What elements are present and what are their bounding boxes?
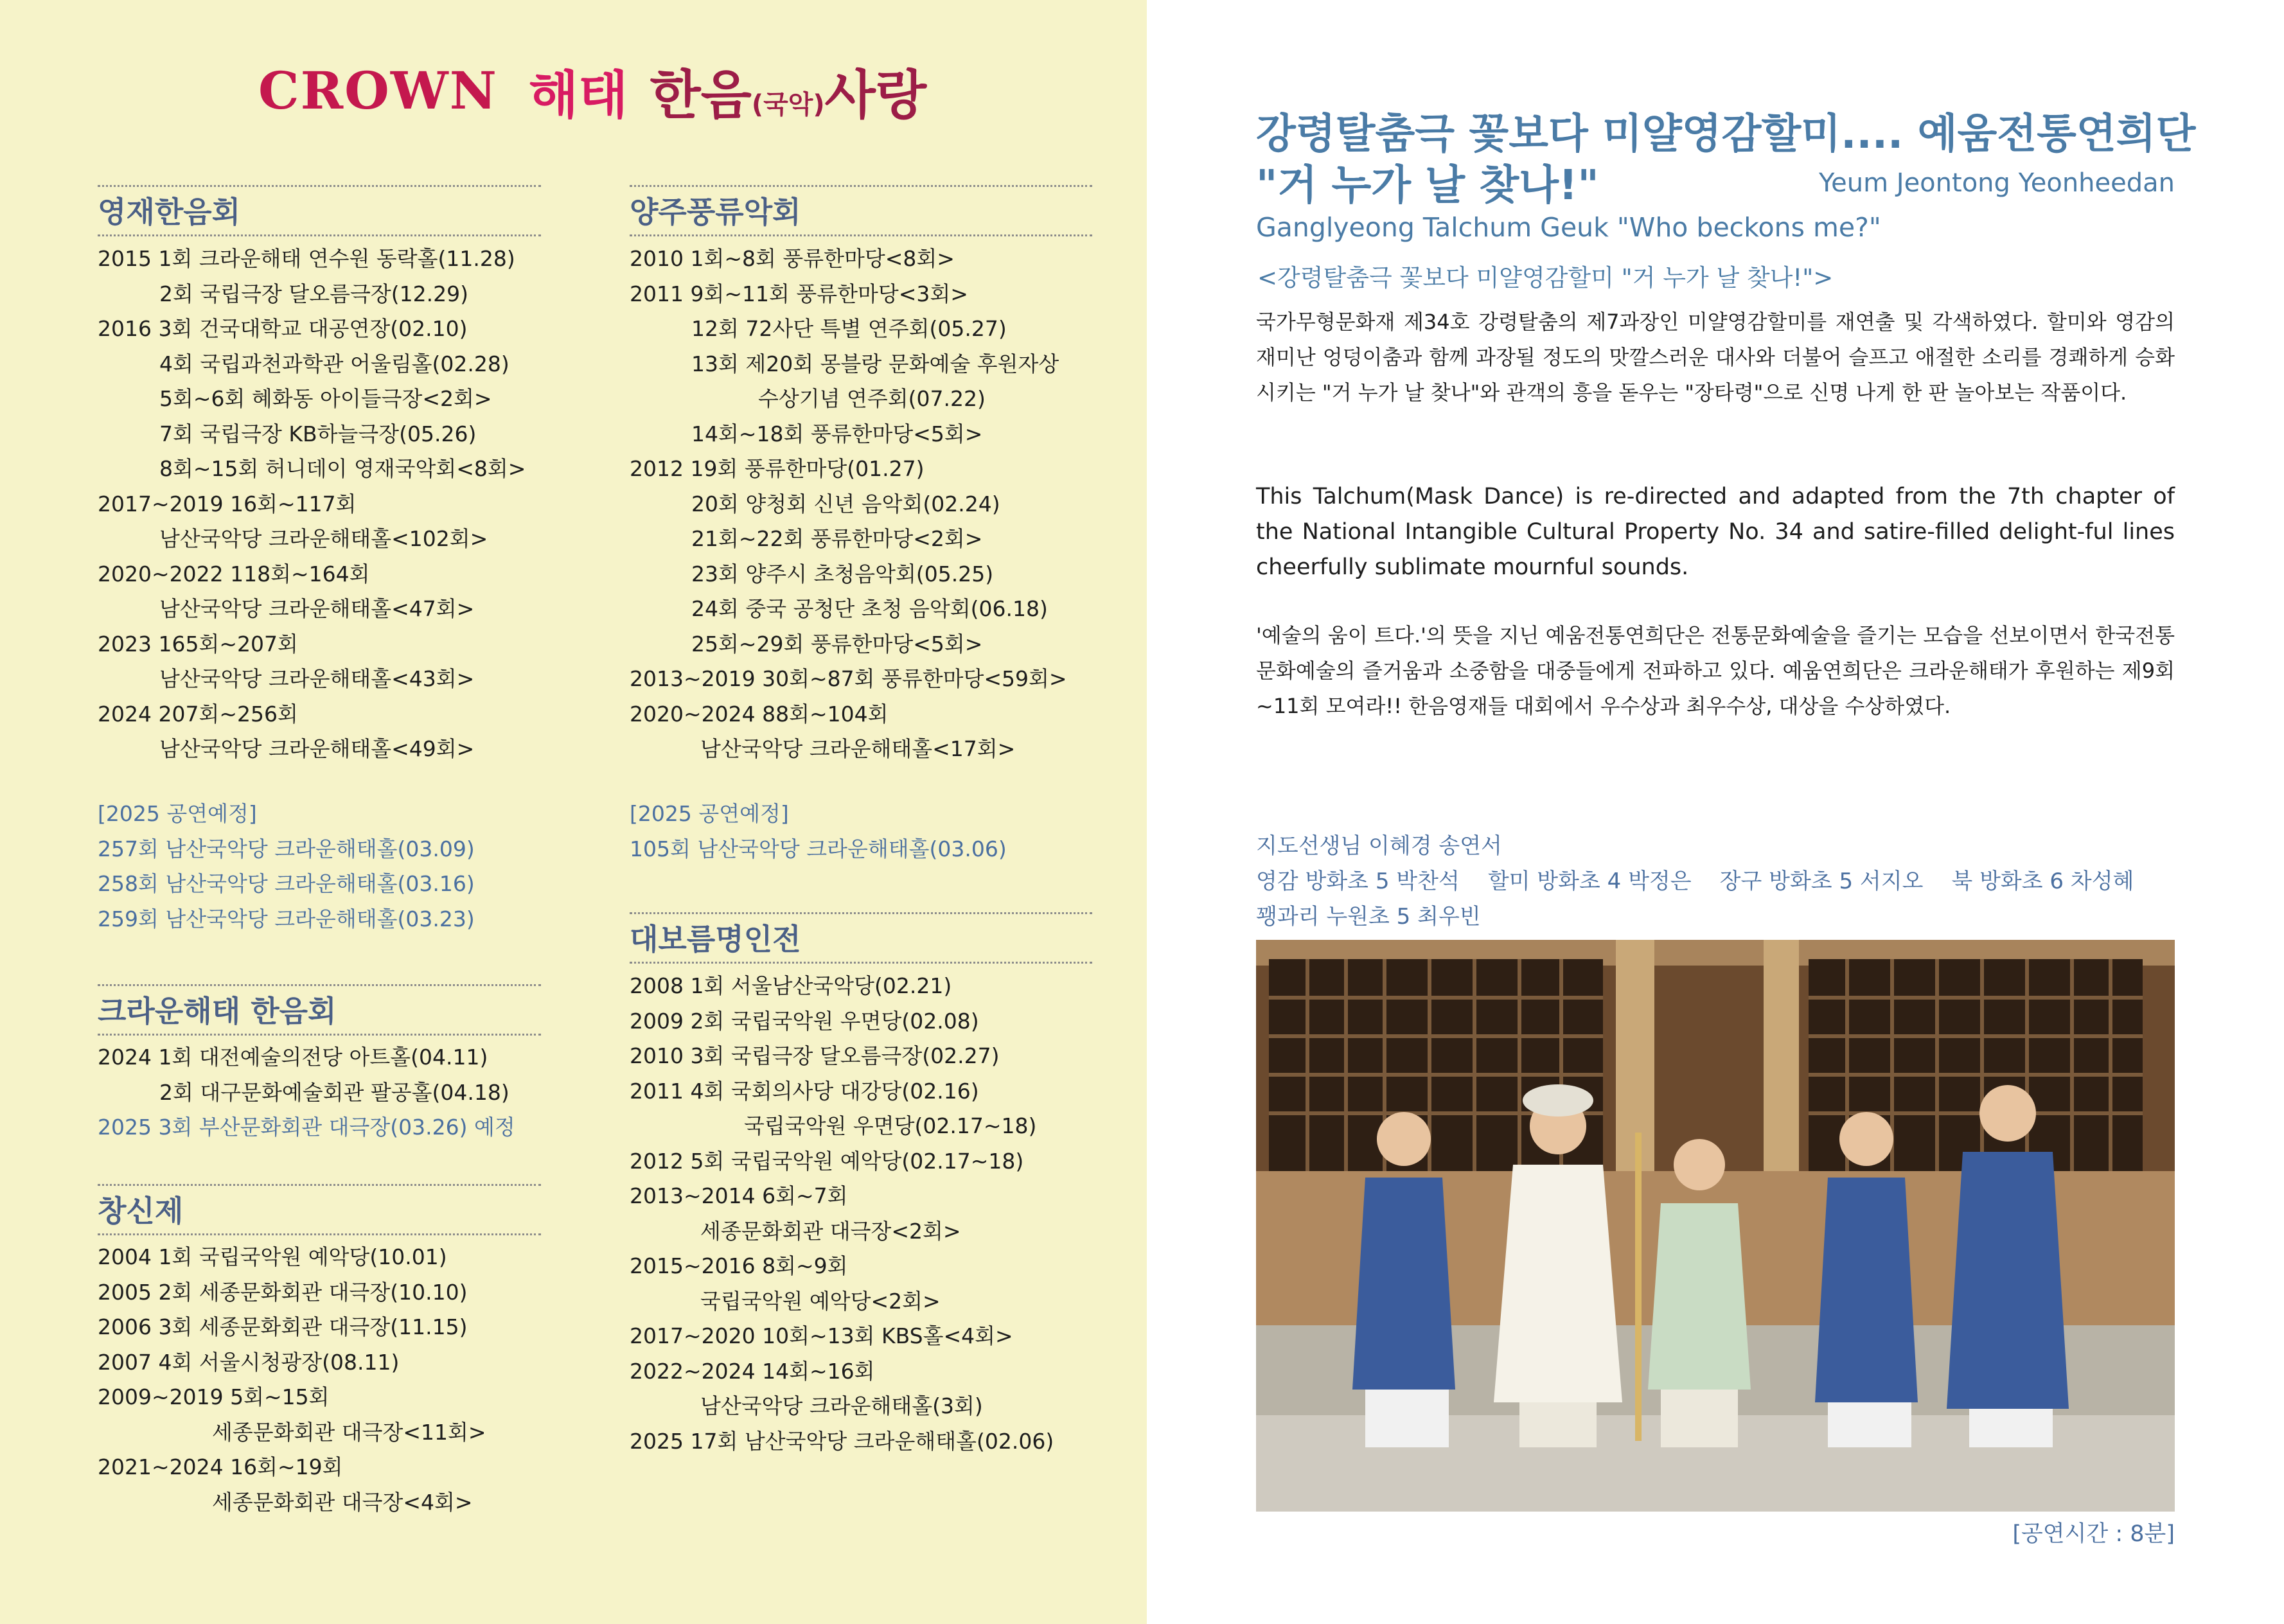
section-title-daeboreum: 대보름명인전 bbox=[630, 912, 1092, 964]
yeongjae-history-list bbox=[98, 242, 541, 767]
list-item: 14회~18회 풍류한마당<5회> bbox=[691, 421, 983, 446]
list-item: 2009~2019 5회~15회 bbox=[98, 1384, 330, 1409]
list-item: 2020~2024 88회~104회 bbox=[630, 701, 889, 727]
list-item: 2010 3회 국립극장 달오름극장(02.27) bbox=[630, 1043, 1000, 1068]
credit-item: 할미 방화초 4 박정은 bbox=[1487, 869, 1692, 894]
credits-performers bbox=[1256, 864, 2175, 899]
list-item: 12회 72사단 특별 연주회(05.27) bbox=[691, 316, 1007, 341]
list-item: 105회 남산국악당 크라운해태홀(03.06) bbox=[630, 836, 1007, 861]
plan-heading: [2025 공연예정] bbox=[630, 801, 789, 826]
list-item: 2011 4회 국회의사당 대강당(02.16) bbox=[630, 1078, 979, 1104]
list-item: 2015~2016 8회~9회 bbox=[630, 1253, 848, 1278]
section-title-crown-haneum: 크라운해태 한음회 bbox=[98, 984, 541, 1036]
list-item: 4회 국립과천과학관 어울림홀(02.28) bbox=[159, 351, 509, 376]
list-item: 2007 4회 서울시청광장(08.11) bbox=[98, 1349, 400, 1375]
logo-title-small: (국악) bbox=[751, 89, 825, 119]
list-item: 20회 양청회 신년 음악회(02.24) bbox=[691, 491, 1000, 516]
list-item: 2회 대구문화예술회관 팔공홀(04.18) bbox=[159, 1079, 509, 1105]
credit-item: 영감 방화초 5 박찬석 bbox=[1256, 869, 1460, 894]
list-item: 남산국악당 크라운해태홀<102회> bbox=[159, 526, 488, 551]
list-item: 21회~22회 풍류한마당<2회> bbox=[691, 526, 983, 551]
list-item: 수상기념 연주회(07.22) bbox=[758, 386, 986, 411]
credit-item: 장구 방화초 5 서지오 bbox=[1719, 869, 1924, 894]
list-item: 2016 3회 건국대학교 대공연장(02.10) bbox=[98, 316, 468, 341]
list-item: 259회 남산국악당 크라운해태홀(03.23) bbox=[98, 906, 475, 931]
performers-photo bbox=[1256, 940, 2175, 1512]
logo-haetae: 해태 bbox=[528, 65, 628, 125]
list-item: 2010 1회~8회 풍류한마당<8회> bbox=[630, 246, 955, 271]
changsinje-list bbox=[98, 1240, 541, 1520]
crown-haneum-list bbox=[98, 1040, 541, 1145]
list-item: 2008 1회 서울남산국악당(02.21) bbox=[630, 973, 952, 998]
logo-title-a: 한음 bbox=[650, 64, 752, 126]
list-item: 258회 남산국악당 크라운해태홀(03.16) bbox=[98, 871, 475, 896]
list-item: 2006 3회 세종문화회관 대극장(11.15) bbox=[98, 1314, 468, 1339]
credit-item: 북 방화초 6 차성혜 bbox=[1951, 869, 2134, 894]
list-item: 남산국악당 크라운해태홀<43회> bbox=[159, 666, 475, 691]
logo-title-b: 사랑 bbox=[824, 64, 927, 126]
list-item: 2005 2회 세종문화회관 대극장(10.10) bbox=[98, 1279, 468, 1305]
section-title-changsinje: 창신제 bbox=[98, 1184, 541, 1235]
list-item: 2012 5회 국립국악원 예악당(02.17~18) bbox=[630, 1148, 1024, 1174]
list-item: 7회 국립극장 KB하늘극장(05.26) bbox=[159, 421, 477, 446]
plan-heading: [2025 공연예정] bbox=[98, 801, 257, 826]
list-item: 2004 1회 국립국악원 예악당(10.01) bbox=[98, 1244, 447, 1269]
description-kr: 국가무형문화재 제34호 강령탈춤의 제7과장인 미얄영감할미를 재연출 및 각색하였다. 할미와 영감의 재미난 엉덩이춤과 함께 과장될 정도의 맛깔스러운 대사와 더불어 슬프고 애절한 소리를 경쾌하게 승화시키는 "거 누가 날 찾나"와 관객의 흥을 돋우는 "장타령"으로 신명 나게 한 판 놀아보는 작품이다. bbox=[1256, 310, 2175, 405]
crown-haetae-logo bbox=[258, 55, 926, 126]
yangju-history-list bbox=[630, 242, 1092, 767]
list-item: 2013~2014 6회~7회 bbox=[630, 1183, 848, 1208]
list-item: 남산국악당 크라운해태홀(3회) bbox=[700, 1393, 983, 1418]
yangju-plan-list bbox=[630, 797, 1092, 867]
section-title-yeongjae: 영재한음회 bbox=[98, 185, 541, 236]
list-item: 남산국악당 크라운해태홀<17회> bbox=[700, 736, 1016, 761]
list-item: 2017~2019 16회~117회 bbox=[98, 491, 357, 516]
list-item: 2021~2024 16회~19회 bbox=[98, 1454, 343, 1479]
list-item: 국립국악원 예악당<2회> bbox=[700, 1288, 941, 1314]
yeongjae-plan-list bbox=[98, 797, 541, 937]
list-item: 2022~2024 14회~16회 bbox=[630, 1358, 875, 1384]
list-item: 8회~15회 허니데이 영재국악회<8회> bbox=[159, 456, 526, 481]
logo-hanum-sarang bbox=[650, 53, 926, 128]
list-item: 2011 9회~11회 풍류한마당<3회> bbox=[630, 281, 968, 306]
list-item: 2012 19회 풍류한마당(01.27) bbox=[630, 456, 925, 481]
list-item: 세종문화회관 대극장<2회> bbox=[700, 1218, 961, 1244]
list-item: 국립국악원 우면당(02.17~18) bbox=[744, 1113, 1037, 1138]
team-name-en: Yeum Jeontong Yeonheedan bbox=[1819, 168, 2175, 198]
list-item: 2024 1회 대전예술의전당 아트홀(04.11) bbox=[98, 1045, 488, 1070]
section-title-yangju: 양주풍류악회 bbox=[630, 185, 1092, 236]
list-item: 24회 중국 공청단 초청 음악회(06.18) bbox=[691, 596, 1048, 621]
list-item: 2013~2019 30회~87회 풍류한마당<59회> bbox=[630, 666, 1067, 691]
performance-time-caption: [공연시간 : 8분] bbox=[2012, 1521, 2175, 1547]
credits-teachers: 지도선생님 이혜경 송연서 bbox=[1256, 833, 1502, 859]
list-item: 세종문화회관 대극장<11회> bbox=[212, 1419, 486, 1445]
daeboreum-list bbox=[630, 969, 1092, 1459]
right-page bbox=[1147, 0, 2284, 1624]
list-item: 2009 2회 국립국악원 우면당(02.08) bbox=[630, 1008, 979, 1034]
list-item: 남산국악당 크라운해태홀<49회> bbox=[159, 736, 475, 761]
program-subtitle-kr: <강령탈춤극 꽃보다 미얄영감할미 "거 누가 날 찾나!"> bbox=[1257, 264, 1834, 292]
list-item: 25회~29회 풍류한마당<5회> bbox=[691, 631, 983, 657]
description-en: This Talchum(Mask Dance) is re-directed and adapted from the 7th chapter of the National Intangible Cultural Property No. 34 and satire-filled delight-ful lines cheerfully sublimate mournful sounds. bbox=[1256, 484, 2175, 580]
list-item: 2025 3회 부산문화회관 대극장(03.26) 예정 bbox=[98, 1115, 515, 1140]
credits-block bbox=[1256, 829, 2175, 935]
list-item: 2015 1회 크라운해태 연수원 동락홀(11.28) bbox=[98, 246, 515, 271]
list-item: 23회 양주시 초청음악회(05.25) bbox=[691, 561, 994, 587]
list-item: 2024 207회~256회 bbox=[98, 701, 298, 727]
program-title-en: Ganglyeong Talchum Geuk "Who beckons me?" bbox=[1256, 212, 1881, 243]
program-title-line2: "거 누가 날 찾나!" bbox=[1256, 162, 1599, 209]
list-item: 세종문화회관 대극장<4회> bbox=[212, 1489, 473, 1515]
list-item: 2020~2022 118회~164회 bbox=[98, 561, 370, 587]
description-team: '예술의 움이 트다.'의 뜻을 지닌 예움전통연희단은 전통문화예술을 즐기는 모습을 선보이면서 한국전통문화예술의 즐거움과 소중함을 대중들에게 전파하고 있다. 예움연희단은 크라운해태가 후원하는 제9회~11회 모여라!! 한음영재들 대회에서 우수상과 최우수상, 대상을 수상하였다. bbox=[1256, 623, 2175, 718]
logo-crown: CROWN bbox=[258, 60, 498, 121]
list-item: 2017~2020 10회~13회 KBS홀<4회> bbox=[630, 1323, 1013, 1348]
list-item: 257회 남산국악당 크라운해태홀(03.09) bbox=[98, 836, 475, 861]
list-item: 2025 17회 남산국악당 크라운해태홀(02.06) bbox=[630, 1428, 1054, 1454]
list-item: 2회 국립극장 달오름극장(12.29) bbox=[159, 281, 468, 306]
list-item: 13회 제20회 몽블랑 문화예술 후원자상 bbox=[691, 351, 1059, 376]
list-item: 남산국악당 크라운해태홀<47회> bbox=[159, 596, 475, 621]
program-title-line1: 강령탈춤극 꽃보다 미얄영감할미.... 예움전통연희단 bbox=[1256, 110, 2196, 158]
list-item: 2023 165회~207회 bbox=[98, 631, 298, 657]
credit-item: 꽹과리 누원초 5 최우빈 bbox=[1256, 904, 1481, 930]
list-item: 5회~6회 혜화동 아이들극장<2회> bbox=[159, 386, 492, 411]
